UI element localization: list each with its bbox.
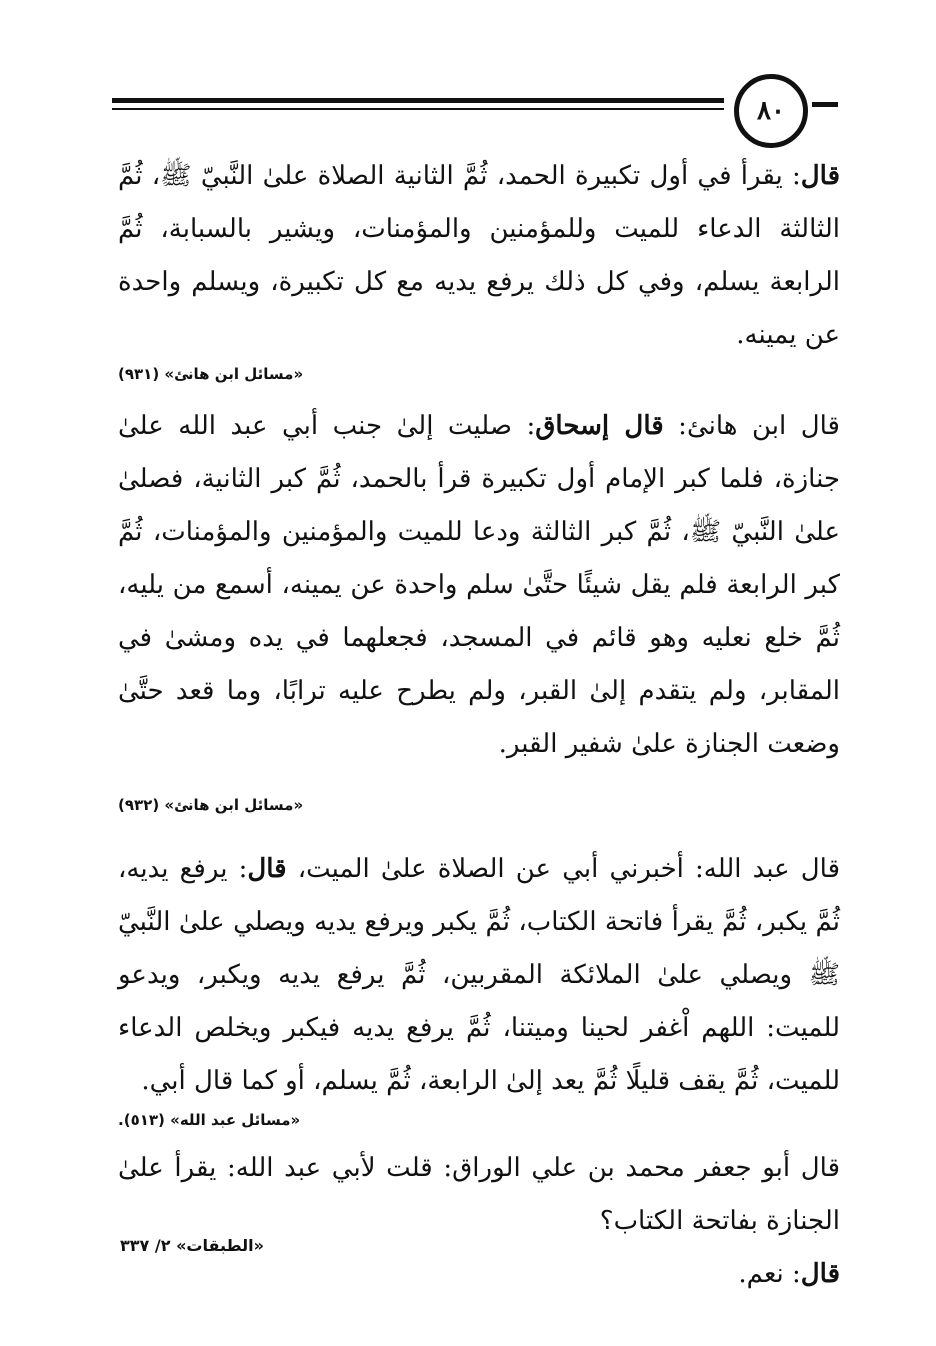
paragraph-4: [118, 1142, 840, 1248]
footer-source-title: «الطبقات»: [176, 1236, 264, 1255]
paragraph-prefix: قال عبد الله: أخبرني أبي عن الصلاة علىٰ الميت،: [286, 854, 841, 884]
header-rule-right: [812, 102, 838, 107]
page-number-badge: [734, 74, 808, 148]
paragraph-text: قال أبو جعفر محمد بن علي الوراق: قلت لأبي عبد الله: يقرأ علىٰ الجنازة بفاتحة الكتاب؟: [118, 1153, 840, 1236]
footer-citation: [120, 1236, 264, 1255]
header-rule-thick: [112, 98, 724, 103]
footer-source-ref: ٢/ ٣٣٧: [120, 1236, 171, 1255]
source-citation-2: [118, 793, 840, 817]
speaker-label: قال: [800, 1259, 840, 1289]
paragraph-text: : يرفع يديه، ثُمَّ يكبر، ثُمَّ يقرأ فاتحة الكتاب، ثُمَّ يكبر ويرفع يديه ويصلي علىٰ النَّبيّ ﷺ ويصلي علىٰ الملائكة المقربين، ثُمَّ يرفع يديه ويكبر، ويدعو للميت: اللهم اْغفر لحينا وميتنا، ثُمَّ يرفع يديه فيكبر ويخلص الدعاء للميت، ثُمَّ يقف قليلًا ثُمَّ يعد إلىٰ الرابعة، ثُمَّ يسلم، أو كما قال أبي.: [118, 854, 840, 1096]
paragraph-prefix: قال ابن هانئ:: [663, 411, 840, 441]
header-rule-thin: [112, 108, 724, 110]
speaker-label: قال: [800, 161, 840, 191]
source-title: «مسائل ابن هانئ»: [164, 796, 304, 814]
paragraph-3: [118, 843, 840, 1108]
paragraph-text: : صليت إلىٰ جنب أبي عبد الله علىٰ جنازة، فلما كبر الإمام أول تكبيرة قرأ بالحمد، ثُمَّ كبر الثانية، فصلىٰ علىٰ النَّبيّ ﷺ، ثُمَّ كبر الثالثة ودعا للميت والمؤمنين والمؤمنات، ثُمَّ كبر الرابعة فلم يقل شيئًا حتَّىٰ سلم واحدة عن يمينه، أسمع من يليه، ثُمَّ خلع نعليه وهو قائم في المسجد، فجعلهما في يده ومشىٰ في المقابر، ولم يتقدم إلىٰ القبر، ولم يطرح عليه ترابًا، وما قعد حتَّىٰ وضعت الجنازة علىٰ شفير القبر.: [118, 411, 840, 759]
source-title: «مسائل عبد الله»: [170, 1111, 301, 1129]
page-body: [118, 150, 840, 1301]
answer-line: [118, 1248, 840, 1301]
source-title: «مسائل ابن هانئ»: [164, 365, 304, 383]
answer-text: : نعم.: [738, 1259, 801, 1289]
source-ref: (٩٣٢): [118, 796, 160, 814]
source-citation-3: [118, 1108, 840, 1132]
source-ref: (٥١٣).: [118, 1111, 165, 1129]
speaker-label: قال إسحاق: [535, 411, 664, 441]
paragraph-2: [118, 400, 840, 771]
paragraph-1: [118, 150, 840, 362]
page-header: [112, 62, 838, 148]
paragraph-text: : يقرأ في أول تكبيرة الحمد، ثُمَّ الثانية الصلاة علىٰ النَّبيّ ﷺ، ثُمَّ الثالثة الدعاء للميت وللمؤمنين والمؤمنات، ويشير بالسبابة، ثُمَّ الرابعة يسلم، وفي كل ذلك يرفع يديه مع كل تكبيرة، ويسلم واحدة عن يمينه.: [118, 161, 840, 350]
speaker-label: قال: [247, 854, 287, 884]
source-ref: (٩٣١): [118, 365, 160, 383]
source-citation-1: [118, 362, 840, 386]
page-number: ٨٠: [757, 96, 785, 126]
